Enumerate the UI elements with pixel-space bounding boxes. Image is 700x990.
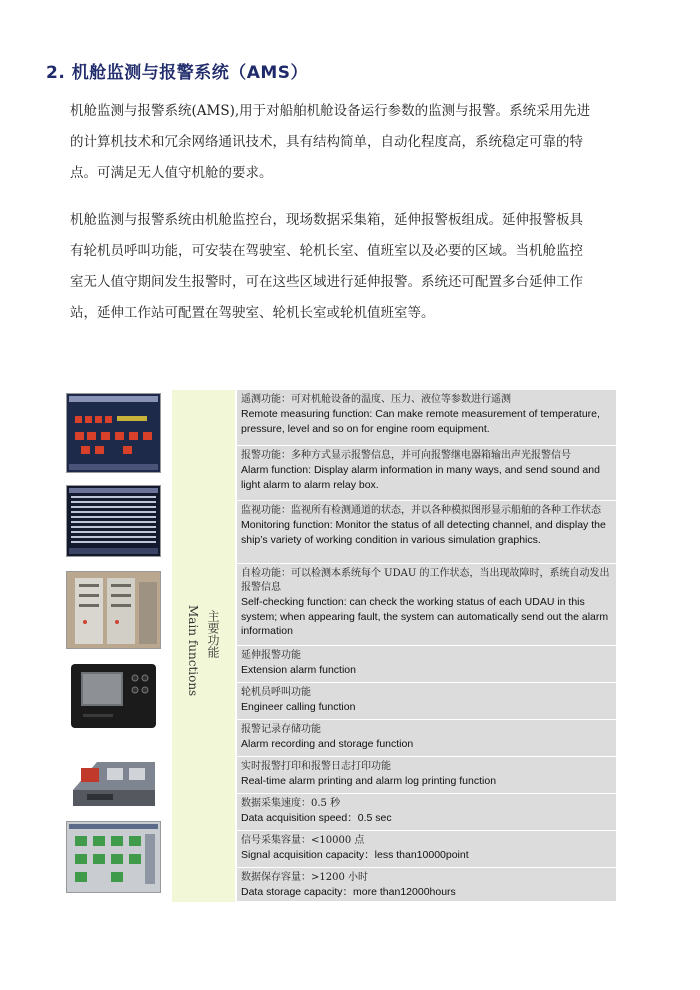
paragraph-line: 站，延伸工作站可配置在驾驶室、轮机长室或轮机值班室等。 bbox=[70, 305, 435, 321]
function-row bbox=[237, 564, 616, 646]
extension-alarm-panel-photo bbox=[66, 659, 161, 735]
alarm-screen-photo bbox=[66, 393, 161, 473]
alarm-list-screen-photo bbox=[66, 485, 161, 557]
function-en: Alarm function: Display alarm information in many ways, and send sound and light alarm to alarm relay box. bbox=[241, 464, 600, 491]
function-cn: 轮机员呼叫功能 bbox=[241, 687, 311, 698]
function-cn: 报警记录存储功能 bbox=[241, 724, 321, 735]
function-row bbox=[237, 831, 616, 868]
function-en: Remote measuring function: Can make remote measurement of temperature, pressure, level and so on for engine room equipment. bbox=[241, 408, 600, 435]
paragraph-line: 有轮机员呼叫功能，可安装在驾驶室、轮机长室、值班室以及必要的区域。当机舱监控 bbox=[70, 243, 583, 259]
paragraph-line: 的计算机技术和冗余网络通讯技术，具有结构简单，自动化程度高，系统稳定可靠的特 bbox=[70, 134, 583, 150]
intro-paragraph bbox=[70, 96, 610, 189]
function-en: Engineer calling function bbox=[241, 701, 356, 713]
control-console-photo bbox=[66, 745, 161, 811]
function-cn: 延伸报警功能 bbox=[241, 650, 301, 661]
function-en: Real-time alarm printing and alarm log printing function bbox=[241, 775, 497, 787]
main-functions-label-band bbox=[172, 390, 235, 902]
function-en: Data storage capacity：more than12000hours bbox=[241, 886, 456, 898]
function-cn: 遥测功能：可对机舱设备的温度、压力、液位等参数进行遥测 bbox=[241, 394, 511, 405]
function-cn: 信号采集容量：<10000 点 bbox=[241, 835, 365, 846]
function-en: Data acquisition speed：0.5 sec bbox=[241, 812, 392, 824]
function-en: Signal acquisition capacity：less than10000point bbox=[241, 849, 469, 861]
paragraph-line: 机舱监测与报警系统由机舱监控台，现场数据采集箱，延伸报警板组成。延伸报警板具 bbox=[70, 212, 583, 228]
paragraph-line: 机舱监测与报警系统(AMS),用于对船舶机舱设备运行参数的监测与报警。系统采用先进 bbox=[70, 103, 591, 119]
function-cn: 实时报警打印和报警日志打印功能 bbox=[241, 761, 391, 772]
function-en: Alarm recording and storage function bbox=[241, 738, 414, 750]
engine-mimic-screen-photo bbox=[66, 821, 161, 893]
function-row bbox=[237, 683, 616, 720]
function-cn: 数据采集速度：0.5 秒 bbox=[241, 798, 341, 809]
side-label-en: Main functions bbox=[186, 605, 200, 697]
data-cabinet-photo bbox=[66, 571, 161, 649]
function-cn: 自检功能：可以检测本系统每个 UDAU 的工作状态，当出现故障时，系统自动发出报警信息 bbox=[241, 568, 610, 593]
function-en: Self-checking function: can check the working status of each UDAU in this system; when appearing fault, the system can automatically send out the alarm information bbox=[241, 596, 609, 637]
function-row bbox=[237, 646, 616, 683]
function-en: Monitoring function: Monitor the status of all detecting channel, and display the ship’s variety of working condition in various simulation graphics. bbox=[241, 519, 606, 546]
function-row bbox=[237, 757, 616, 794]
function-cn: 报警功能：多种方式显示报警信息，并可向报警继电器箱输出声光报警信号 bbox=[241, 450, 571, 461]
function-row bbox=[237, 390, 616, 446]
function-cn: 监视功能：监视所有检测通道的状态，并以各种模拟图形显示船舶的各种工作状态 bbox=[241, 505, 601, 516]
function-row bbox=[237, 868, 616, 902]
function-cn: 数据保存容量：>1200 小时 bbox=[241, 872, 369, 883]
function-row bbox=[237, 720, 616, 757]
function-row bbox=[237, 794, 616, 831]
section-heading: 2. 机舱监测与报警系统（AMS） bbox=[46, 63, 309, 83]
composition-paragraph bbox=[70, 205, 610, 329]
function-en: Extension alarm function bbox=[241, 664, 356, 676]
function-row bbox=[237, 446, 616, 501]
paragraph-line: 室无人值守期间发生报警时，可在这些区域进行延伸报警。系统还可配置多台延伸工作 bbox=[70, 274, 583, 290]
paragraph-line: 点。可满足无人值守机舱的要求。 bbox=[70, 165, 273, 181]
function-row bbox=[237, 501, 616, 564]
side-label-cn: 主要功能 bbox=[206, 610, 220, 658]
